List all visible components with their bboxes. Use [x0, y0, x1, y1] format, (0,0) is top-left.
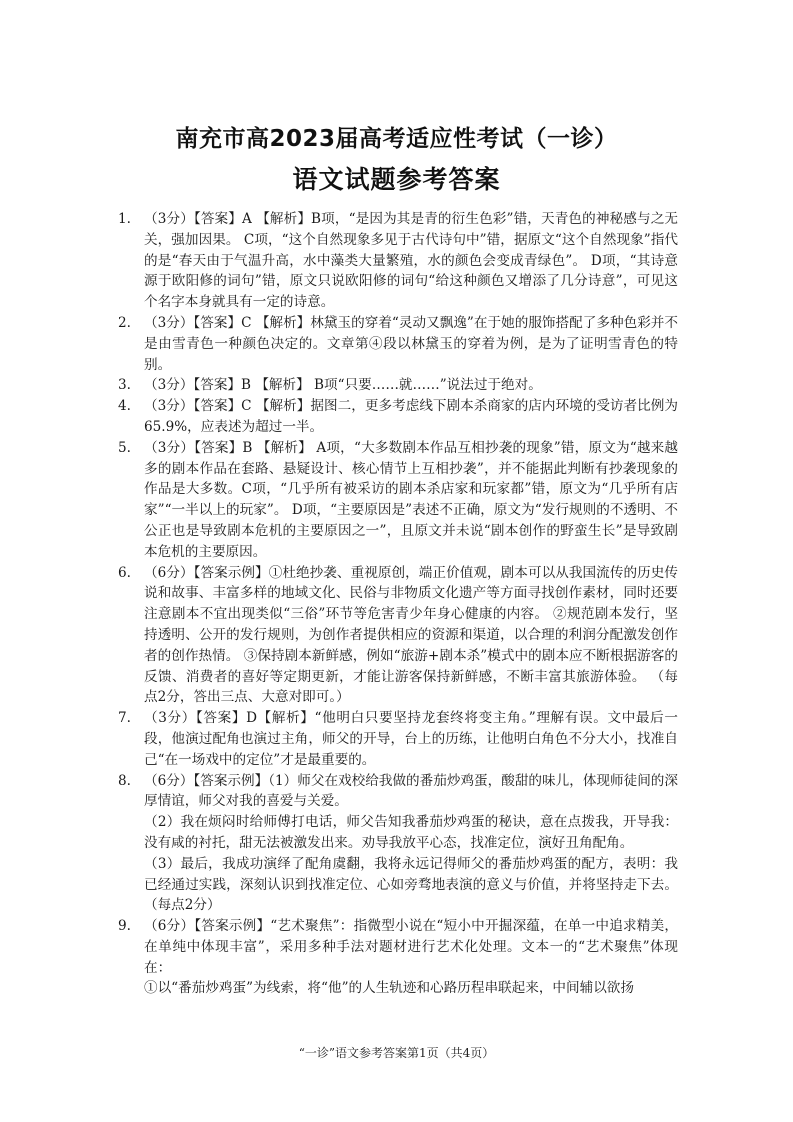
answer-key-title: 语文试题参考答案	[292, 165, 501, 194]
answer-item-3	[118, 375, 678, 396]
item-number: 6.	[118, 564, 131, 581]
item-number: 8.	[118, 772, 131, 789]
item-number: 3.	[118, 377, 131, 394]
item-text: （6分）【答案示例】①杜绝抄袭、重视原创，端正价值观，剧本可以从我国流传的历史传说和故事、丰富多样的地域文化、民俗与非物质文化遗产等方面寻找创作素材，同时还要注意剧本不宜出现类似“三俗”环节等危害青少年身心健康的内容。 ②规范剧本发行，坚持透明、公开的发行规则，为创作者提供相应的资源和渠道，以合理的利润分配激发创作者的创作热情。 ③保持剧本新鲜感，例如“旅游+剧本杀”模式中的剧本应不断根据游客的反馈、消费者的喜好等定期更新，才能让游客保持新鲜感，不断丰富其旅游体验。 （每点2分，答出三点、大意对即可。）	[144, 564, 678, 706]
item-text: （3分）【答案】A 【解析】B项，“是因为其是青的衍生色彩”错，天青色的神秘感与之无关，强加因果。 C项，“这个自然现象多见于古代诗句中”错，据原文“这个自然现象”指代的是“春天由于气温升高，水中藻类大量繁殖，水的颜色会变成青绿色”。 D项，“其诗意源于欧阳修的词句”错，原文只说欧阳修的词句“给这种颜色又增添了几分诗意”，可见这个名字本身就具有一定的诗意。	[144, 211, 678, 311]
item-text: （3）最后，我成功演绎了配角虞翻，我将永远记得师父的番茄炒鸡蛋的配方，表明：我已经通过实践，深刻认识到找准定位、心如旁骛地表演的意义与价值，并将坚持走下去。（每点2分）	[144, 855, 678, 914]
item-number: 2.	[118, 314, 131, 331]
item-text: （3分）【答案】D【解析】“他明白只要坚持龙套终将变主角。”理解有误。文中最后一段，他演过配角也演过主角，师父的开导，台上的历练，让他明白角色不分大小，找准自己“在一场戏中的定位”才是最重要的。	[144, 710, 678, 768]
answer-item-5	[118, 438, 678, 563]
item-number: 1.	[118, 211, 131, 227]
exam-title: 南充市高2023届高考适应性考试（一诊）	[175, 126, 618, 152]
item-text: （3分）【答案】C 【解析】据图二，更多考虑线下剧本杀商家的店内环境的受访者比例为65.9%，应表述为超过一半。	[144, 398, 678, 435]
item-text: ①以“番茄炒鸡蛋”为线索，将“他”的人生轨迹和心路历程串联起来，中间辅以欲扬	[144, 980, 634, 997]
item-text: （3分）【答案】C 【解析】林黛玉的穿着“灵动又飘逸”在于她的服饰搭配了多种色彩并不是由雪青色一种颜色决定的。文章第④段以林黛玉的穿着为例，是为了证明雪青色的特别。	[144, 314, 678, 373]
item-number: 9.	[118, 918, 131, 935]
answer-item-9	[118, 916, 678, 999]
answer-item-4	[118, 396, 678, 438]
answer-item-7	[118, 708, 678, 770]
answer-item-1	[118, 209, 678, 313]
item-text: （6分）【答案示例】“艺术聚焦”：指微型小说在“短小中开掘深蕴，在单一中追求精美，在单纯中体现丰富”，采用多种手法对题材进行艺术化处理。文本一的“艺术聚焦”体现在：	[144, 918, 678, 976]
item-number: 5.	[118, 439, 131, 456]
item-number: 7.	[118, 710, 131, 727]
item-text: （3分）【答案】B 【解析】 B项“只要……就……”说法过于绝对。	[144, 377, 542, 394]
answer-item-2	[118, 313, 678, 375]
answer-item-6	[118, 563, 678, 709]
item-text: （2）我在烦闷时给师傅打电话，师父告知我番茄炒鸡蛋的秘诀，意在点拨我，开导我：没有咸的衬托，甜无法被激发出来。劝导我放平心态，找准定位，演好丑角配角。	[144, 814, 678, 851]
item-number: 4.	[118, 398, 131, 415]
answer-list	[118, 209, 678, 999]
item-text: （6分）【答案示例】（1）师父在戏校给我做的番茄炒鸡蛋，酸甜的味儿，体现师徒间的深厚情谊，师父对我的喜爱与关爱。	[144, 772, 678, 810]
answer-item-8	[118, 771, 678, 917]
page-footer: “一诊”语文参考答案第1页（共4页）	[298, 1046, 495, 1060]
item-text: （3分）【答案】B 【解析】 A项，“大多数剧本作品互相抄袭的现象”错，原文为“越来越多的剧本作品在套路、悬疑设计、核心情节上互相抄袭”，并不能据此判断有抄袭现象的作品是大多数。C项，“几乎所有被采访的剧本杀店家和玩家都”错，原文为“几乎所有店家”“一半以上的玩家”。 D项，“主要原因是”表述不正确，原文为“发行规则的不透明、不公正也是导致剧本危机的主要原因之一”，且原文并未说“剧本创作的野蛮生长”是导致剧本危机的主要原因。	[144, 439, 678, 560]
